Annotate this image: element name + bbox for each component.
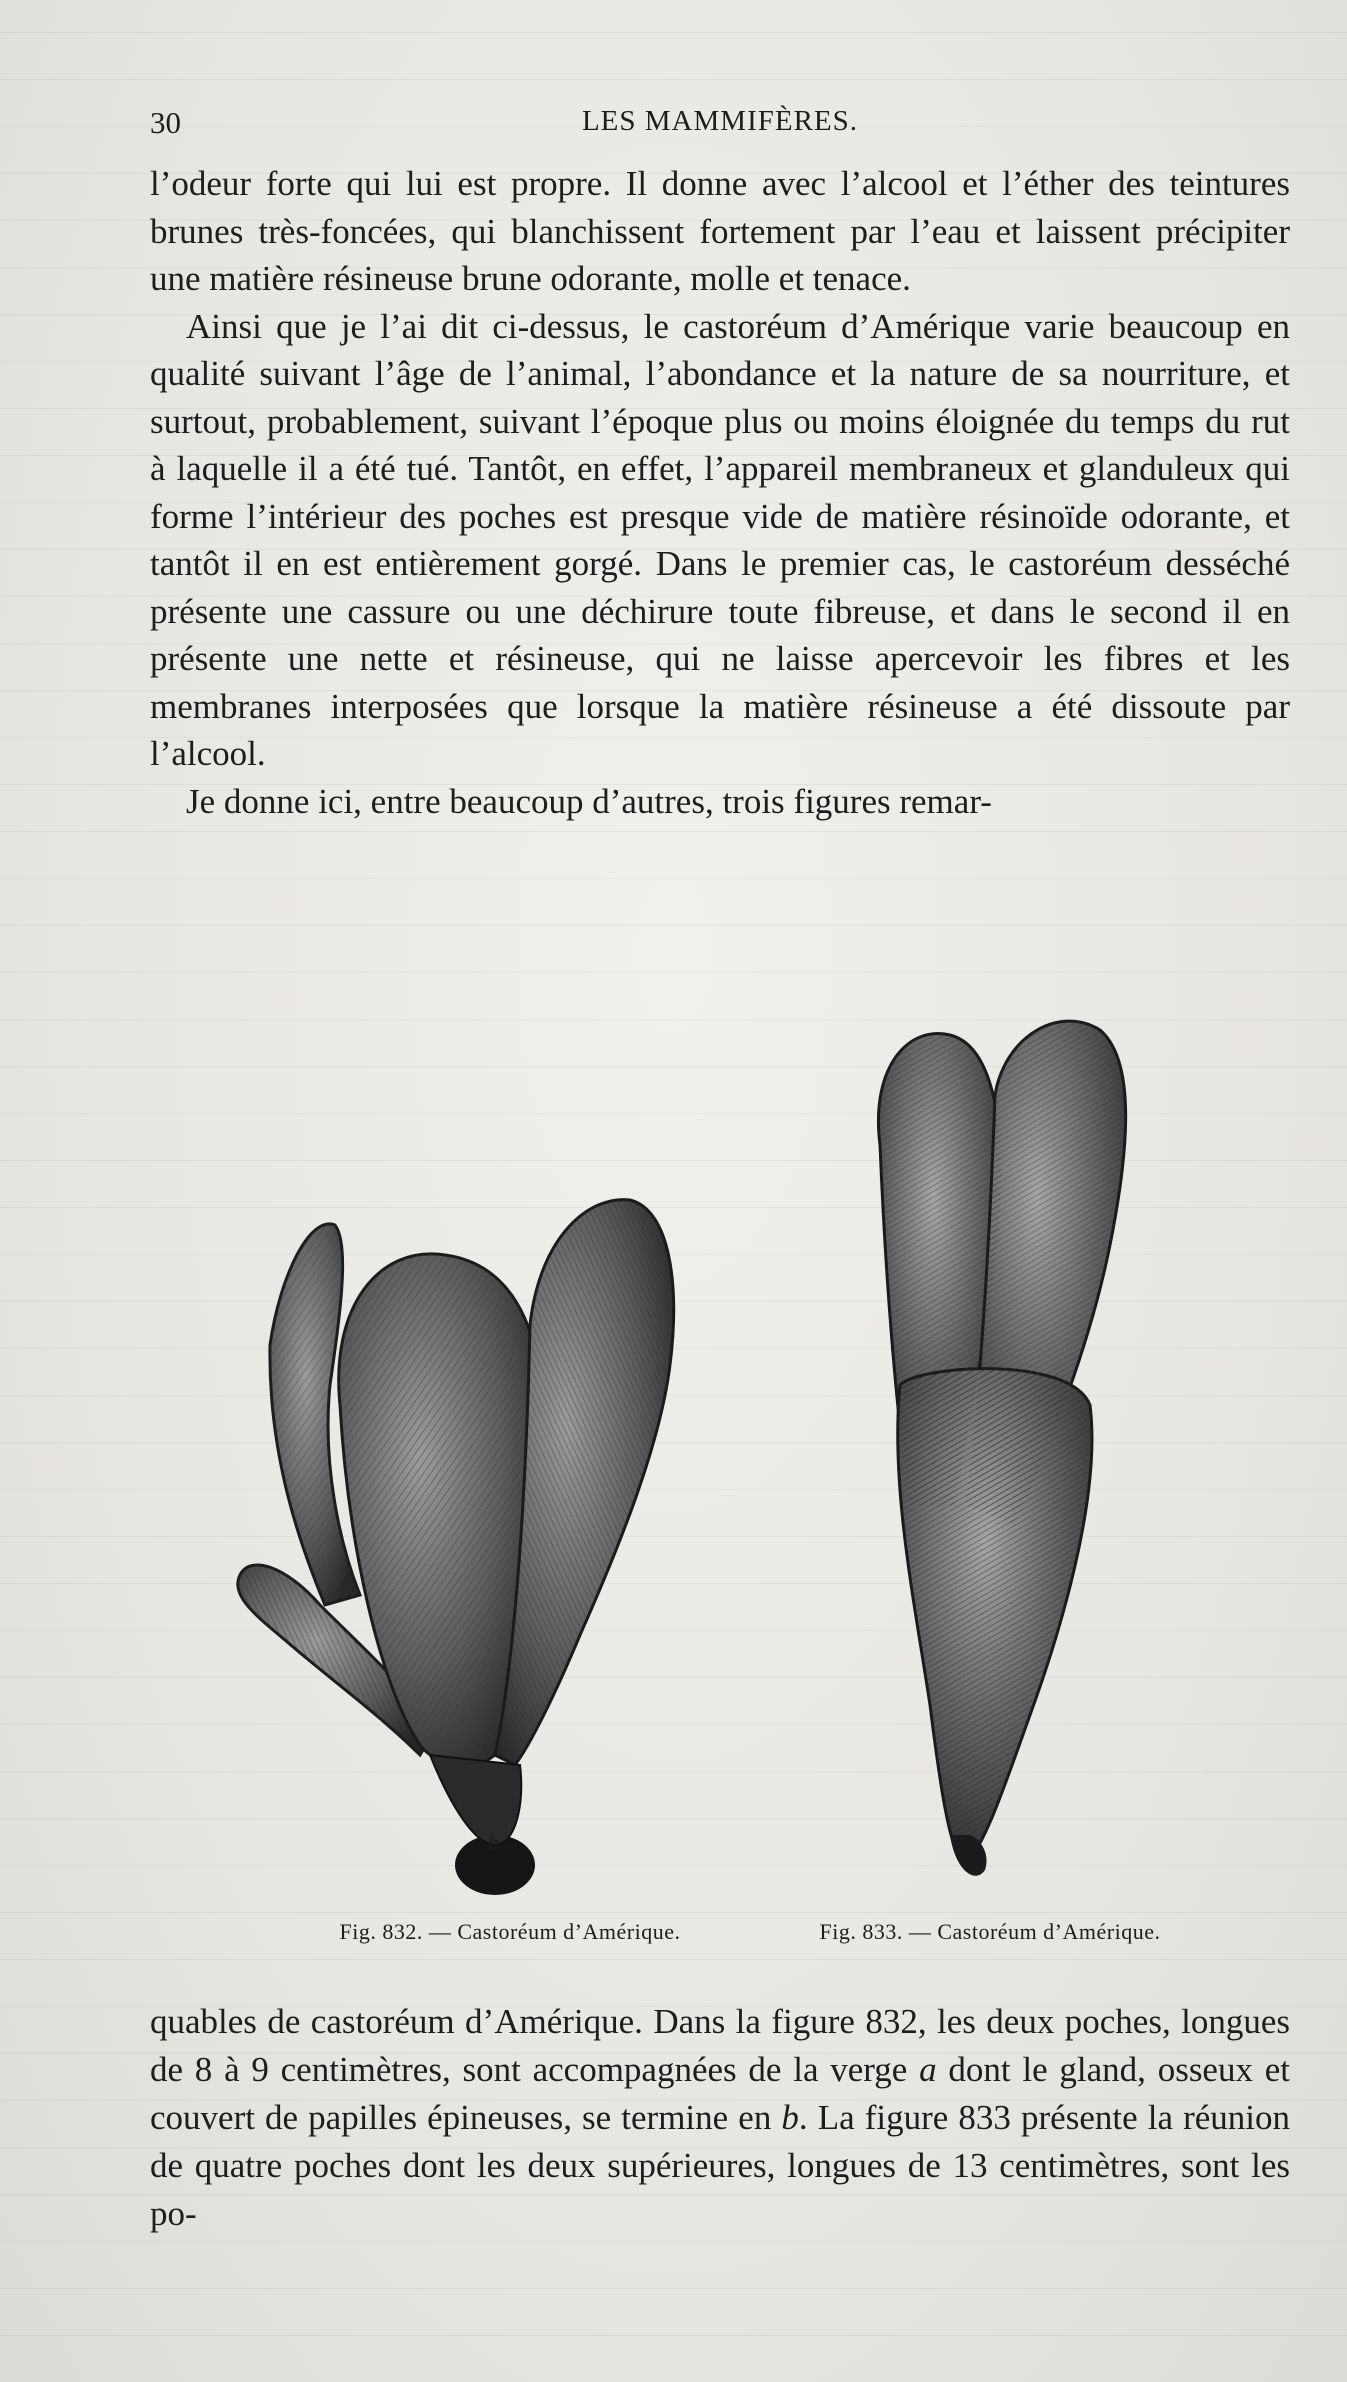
paragraph-figure-description xyxy=(150,1998,1290,2238)
text-segment: quables de castoréum d’Amérique. Dans la figure 832, les deux poches, longues de 8 à 9 centimètres, sont accompagnées de la verge xyxy=(150,2002,1290,2089)
body-text-top xyxy=(150,160,1290,825)
running-head: LES MAMMIFÈRES. xyxy=(581,105,859,137)
paragraph-continued: l’odeur forte qui lui est propre. Il donne avec l’alcool et l’éther des teintures brunes très-foncées, qui blanchissent fortement par l’eau et laissent précipiter une matière résineuse brune odorante, molle et tenace. xyxy=(150,164,1290,298)
italic-letter-a: a xyxy=(919,2050,937,2089)
figure-832-caption: Fig. 832. — Castoréum d’Amérique. xyxy=(339,1919,681,1944)
paragraph-castoreum-variation: Ainsi que je l’ai dit ci-dessus, le castoréum d’Amérique varie beaucoup en qualité suivant l’âge de l’animal, l’abondance et la nature de sa nourriture, et surtout, probablement, suivant l’époque plus ou moins éloignée du temps du rut à laquelle il a été tué. Tantôt, en effet, l’appareil membraneux et glanduleux qui forme l’intérieur des poches est presque vide de matière résinoïde odorante, et tantôt il en est entièrement gorgé. Dans le premier cas, le castoréum desséché présente une cassure ou une déchirure toute fibreuse, et dans le second il en présente une nette et résineuse, qui ne laisse apercevoir les fibres et les membranes interposées que lorsque la matière résineuse a été dissoute par l’alcool. xyxy=(150,306,1290,773)
figure-label-b: b xyxy=(488,1830,499,1855)
castoreum-specimen-833-illustration xyxy=(750,985,1230,1915)
page-number: 30 xyxy=(150,105,181,140)
paragraph-figures-intro: Je donne ici, entre beaucoup d’autres, trois figures remar- xyxy=(186,781,992,821)
text-segment: dont le gland, osseux et couvert de papilles épineuses, se termine en xyxy=(150,2050,1291,2137)
figure-833-caption: Fig. 833. — Castoréum d’Amérique. xyxy=(819,1919,1161,1944)
figure-832 xyxy=(230,985,790,1945)
italic-letter-b: b xyxy=(781,2098,799,2137)
text-segment: . La figure 833 présente la réunion de quatre poches dont les deux supérieures, longues de 13 centimètres, sont les po- xyxy=(150,2098,1290,2233)
figure-833 xyxy=(750,985,1230,1945)
castoreum-specimen-832-illustration xyxy=(230,985,790,1915)
body-text-bottom xyxy=(150,1998,1290,2238)
page-header xyxy=(150,105,1290,155)
figure-plate xyxy=(150,985,1290,1945)
